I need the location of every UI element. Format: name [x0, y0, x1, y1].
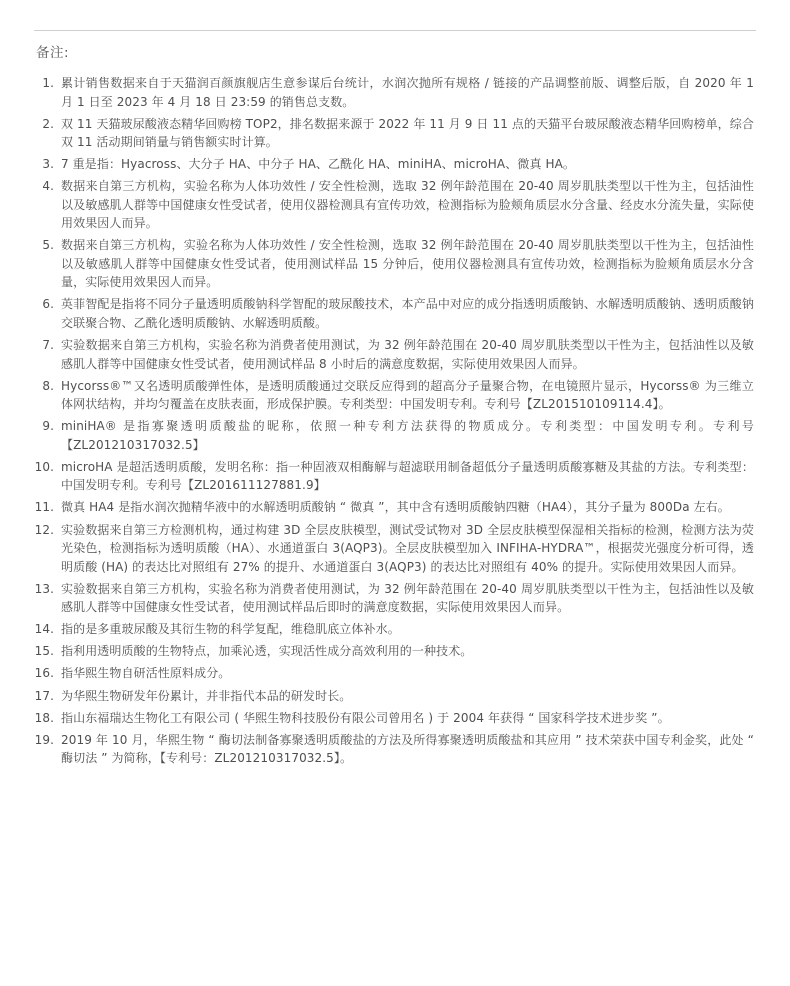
- note-number: 5.: [42, 238, 54, 253]
- note-item: [0, 642, 790, 661]
- note-item: [0, 458, 790, 495]
- note-text: 双 11 天猫玻尿酸液态精华回购榜 TOP2，排名数据来源于 2022 年 11 月 9 日 11 点的天猫平台玻尿酸液态精华回购榜单，综合双 11 活动期间销量与销售额实时计算。: [61, 116, 754, 150]
- note-item: [0, 417, 790, 454]
- note-number: 6.: [42, 297, 54, 312]
- note-text: microHA 是超活透明质酸，发明名称：指一种固液双相酶解与超滤联用制备超低分子量透明质酸寡糖及其盐的方法。专利类型：中国发明专利。专利号【ZL201611127881.9】: [61, 459, 754, 493]
- note-item: [0, 177, 790, 233]
- note-text: 指的是多重玻尿酸及其衍生物的科学复配，维稳肌底立体补水。: [61, 622, 400, 637]
- note-text: 7 重是指：Hyacross、大分子 HA、中分子 HA、乙酰化 HA、miniHA、microHA、微真 HA。: [61, 157, 575, 172]
- top-divider: [34, 30, 756, 31]
- notes-heading: 备注:: [36, 45, 70, 61]
- note-item: [0, 709, 790, 728]
- note-number: 16.: [34, 666, 54, 681]
- note-text: 指利用透明质酸的生物特点，加乘沁透，实现活性成分高效利用的一种技术。: [61, 644, 473, 659]
- note-text: 数据来自第三方机构，实验名称为人体功效性 / 安全性检测，选取 32 例年龄范围在 20-40 周岁肌肤类型以干性为主，包括油性以及敏感肌人群等中国健康女性受试者，使用测试样品 15 分钟后，使用仪器检测具有宣传功效，检测指标为脸颊角质层水分含量，实际使用效果因人而异。: [61, 238, 754, 290]
- note-text: 实验数据来自第三方检测机构，通过构建 3D 全层皮肤模型，测试受试物对 3D 全层皮肤模型保湿相关指标的检测，检测方法为荧光染色，检测指标为透明质酸（HA）、水通道蛋白 3(AQP3)。全层皮肤模型加入 INFIHA-HYDRA™，根据荧光强度分析可得，透明质酸 (HA) 的表达比对照组有 27% 的提升、水通道蛋白 3(AQP3) 的表达比对照组有 40% 的提升。实际使用效果因人而异。: [61, 522, 754, 574]
- note-item: [0, 687, 790, 706]
- note-item: [0, 336, 790, 373]
- note-item: [0, 115, 790, 152]
- note-number: 17.: [34, 688, 54, 703]
- note-item: [0, 580, 790, 617]
- note-item: [0, 664, 790, 683]
- note-item: [0, 155, 790, 174]
- note-text: 2019 年 10 月，华熙生物 “ 酶切法制备寡聚透明质酸盐的方法及所得寡聚透明质酸盐和其应用 ” 技术荣获中国专利金奖，此处 “ 酶切法 ” 为简称，【专利号：ZL201210317032.5】。: [61, 732, 754, 766]
- note-number: 9.: [42, 419, 54, 434]
- note-item: [0, 498, 790, 517]
- note-item: [0, 74, 790, 111]
- note-number: 7.: [42, 338, 54, 353]
- note-text: 指华熙生物自研活性原料成分。: [61, 666, 231, 681]
- note-text: 指山东福瑞达生物化工有限公司 ( 华熙生物科技股份有限公司曾用名 ) 于 2004 年获得 “ 国家科学技术进步奖 ”。: [61, 710, 670, 725]
- note-number: 13.: [34, 581, 54, 596]
- note-item: [0, 731, 790, 768]
- note-number: 10.: [34, 459, 54, 474]
- note-text: 实验数据来自第三方机构，实验名称为消费者使用测试，为 32 例年龄范围在 20-40 周岁肌肤类型以干性为主，包括油性以及敏感肌人群等中国健康女性受试者，使用测试样品后即时的满意度数据，实际使用效果因人而异。: [61, 581, 754, 615]
- note-number: 11.: [34, 500, 54, 515]
- note-text: 实验数据来自第三方机构，实验名称为消费者使用测试，为 32 例年龄范围在 20-40 周岁肌肤类型以干性为主，包括油性以及敏感肌人群等中国健康女性受试者，使用测试样品 8 小时后的满意度数据，实际使用效果因人而异。: [61, 338, 754, 371]
- note-number: 8.: [42, 378, 54, 393]
- note-text: 微真 HA4 是指水润次抛精华液中的水解透明质酸钠 “ 微真 ”，其中含有透明质酸钠四糖（HA4），其分子量为 800Da 左右。: [61, 500, 730, 515]
- note-item: [0, 236, 790, 292]
- note-number: 2.: [42, 116, 54, 131]
- note-number: 12.: [34, 522, 54, 537]
- note-number: 15.: [34, 644, 54, 659]
- note-number: 1.: [42, 76, 54, 90]
- note-number: 3.: [42, 157, 54, 172]
- note-item: [0, 620, 790, 639]
- note-number: 4.: [42, 179, 54, 194]
- note-item: [0, 521, 790, 577]
- note-text: 累计销售数据来自于天猫润百颜旗舰店生意参谋后台统计，水润次抛所有规格 / 链接的产品调整前版、调整后版，自 2020 年 1 月 1 日至 2023 年 4 月 18 日 23:59 的销售总支数。: [61, 76, 754, 109]
- note-text: 数据来自第三方机构，实验名称为人体功效性 / 安全性检测，选取 32 例年龄范围在 20-40 周岁肌肤类型以干性为主，包括油性以及敏感肌人群等中国健康女性受试者，使用仪器检测具有宣传功效，检测指标为脸颊角质层水分含量、经皮水分流失量，实际使用效果因人而异。: [61, 179, 754, 231]
- notes-list: [0, 74, 790, 771]
- note-text: miniHA® 是指寡聚透明质酸盐的昵称，依照一种专利方法获得的物质成分。专利类型：中国发明专利。专利号【ZL201210317032.5】: [61, 419, 754, 452]
- note-number: 14.: [34, 622, 54, 637]
- note-text: 英菲智配是指将不同分子量透明质酸钠科学智配的玻尿酸技术，本产品中对应的成分指透明质酸钠、水解透明质酸钠、透明质酸钠交联聚合物、乙酰化透明质酸钠、水解透明质酸。: [61, 297, 754, 330]
- note-number: 18.: [34, 710, 54, 725]
- note-item: [0, 295, 790, 332]
- note-item: [0, 377, 790, 414]
- note-text: Hycorss®™又名透明质酸弹性体，是透明质酸通过交联反应得到的超高分子量聚合物，在电镜照片显示，Hycorss® 为三维立体网状结构，并均匀覆盖在皮肤表面，形成保护膜。专利类型：中国发明专利。专利号【ZL201510109114.4】。: [61, 378, 754, 412]
- note-number: 19.: [34, 732, 54, 747]
- note-text: 为华熙生物研发年份累计，并非指代本品的研发时长。: [61, 688, 352, 703]
